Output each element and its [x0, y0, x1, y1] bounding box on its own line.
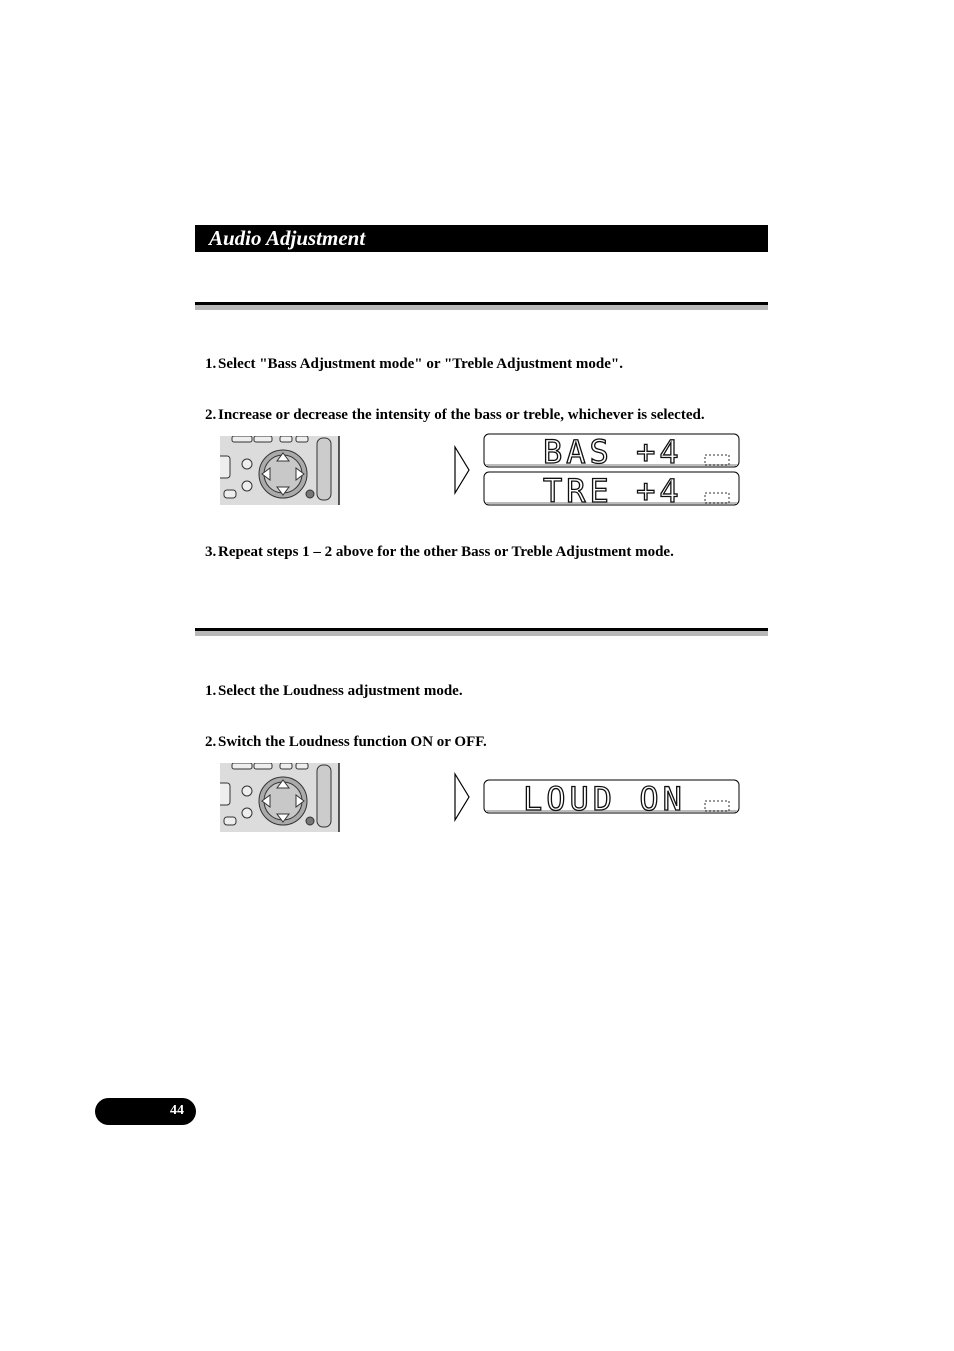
page-number-badge — [95, 1098, 196, 1125]
controller-illustration — [220, 763, 341, 833]
lcd-text-bass: BAS +4 — [543, 433, 683, 469]
loudness-step-1: 1. Select the Loudness adjustment mode. — [205, 683, 463, 699]
section-divider-loudness — [195, 628, 768, 636]
lcd-display-loudness — [483, 779, 741, 815]
arrow-right-icon — [453, 772, 471, 822]
bass-treble-step-3: 3. Repeat steps 1 – 2 above for the other Bass or Treble Adjustment mode. — [205, 544, 674, 560]
lcd-text-loudness: LOUD ON — [523, 780, 686, 815]
section-title-bar — [195, 225, 768, 252]
page-number: 44 — [170, 1103, 184, 1118]
bass-treble-step-1: 1. Select "Bass Adjustment mode" or "Treble Adjustment mode". — [205, 356, 623, 372]
arrow-right-icon — [453, 445, 471, 495]
controller-illustration — [220, 436, 341, 506]
loudness-step-2: 2. Switch the Loudness function ON or OFF. — [205, 734, 487, 750]
section-divider-bass-treble — [195, 302, 768, 310]
bass-treble-step-2: 2. Increase or decrease the intensity of the bass or treble, whichever is selected. — [205, 407, 705, 423]
lcd-display-bass — [483, 433, 741, 469]
lcd-text-treble: TRE +4 — [543, 472, 683, 507]
page-title: Audio Adjustment — [209, 226, 366, 250]
lcd-display-treble — [483, 471, 741, 507]
